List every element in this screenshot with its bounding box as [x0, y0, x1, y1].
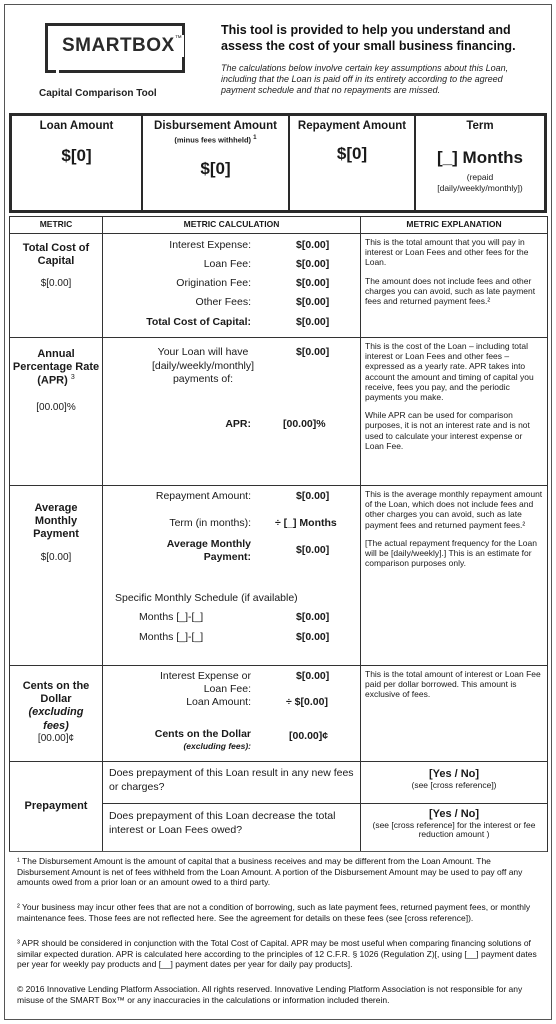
- loan-amount-box: [12, 116, 143, 210]
- explanation-text: This is the cost of the Loan – including total interest or Loan Fees and other fees – expressed as a yearly rate. APR takes into account the amount and timing of capital you receive, fees you pay, and the periodic payments you make.: [365, 341, 534, 402]
- metric-name: Total Cost of Capital: [22, 242, 90, 268]
- footnote-3: ³ APR should be considered in conjunction with the Total Cost of Capital. APR may be most useful when comparing financing solutions of similar expected duration. APR is calculated here according to the principles of 12 C.F.R. § 1026 (Regulation Z)[, using [__] payment dates per year for weekly pay products and [__] payment dates per year for daily pay products].: [17, 938, 537, 970]
- summary-boxes: [9, 113, 547, 213]
- smartbox-document: [4, 4, 552, 1020]
- calc-row: Loan Fee: $[0.00]: [203, 258, 330, 270]
- metric-name-qualifier: (excluding fees): [28, 706, 84, 732]
- metric-value: $[0.00]: [40, 551, 72, 563]
- table-row-average-payment: [10, 486, 548, 666]
- table-row-cents-on-dollar: [10, 666, 548, 762]
- prepayment-answer-cell: [361, 762, 548, 804]
- table-header-row: [10, 217, 548, 234]
- explanation-text: While APR can be used for comparison purposes, it is not an interest rate and is not used to calculate your interest expense or Loan Fee.: [365, 410, 530, 451]
- prepayment-question: Does prepayment of this Loan decrease the total interest or Loan Fees owed?: [103, 804, 361, 852]
- metric-cell: [10, 762, 103, 852]
- calc-row-total: Total Cost of Capital: $[0.00]: [146, 316, 330, 328]
- loan-amount-label: Loan Amount: [39, 120, 114, 132]
- repayment-label: Repayment Amount: [297, 120, 407, 132]
- repayment-value: $[0]: [336, 143, 368, 163]
- disbursement-sublabel: (minus fees withheld): [174, 135, 252, 145]
- footnote-ref-1: 1: [253, 133, 257, 141]
- header: [5, 5, 551, 113]
- metric-value: [00.00]¢: [37, 732, 75, 744]
- apr-payment-description: Your Loan will have [daily/weekly/monthly] payments of:: [151, 346, 255, 386]
- apr-row: APR: [00.00]%: [225, 418, 326, 430]
- calc-row: Origination Fee: $[0.00]: [176, 277, 330, 289]
- tool-subtitle: Capital Comparison Tool: [39, 88, 157, 99]
- term-label: Term: [466, 120, 494, 132]
- prepayment-answer: [Yes / No]: [428, 808, 480, 820]
- calc-row: Interest Expense: $[0.00]: [169, 239, 330, 251]
- metric-table: [9, 216, 548, 852]
- schedule-label: Specific Monthly Schedule (if available): [115, 592, 298, 604]
- logo-trademark: ™: [174, 35, 183, 42]
- table-row-prepayment-1: [10, 762, 548, 804]
- table-row-apr: [10, 338, 548, 486]
- term-value: [_] Months: [437, 147, 523, 167]
- disbursement-value: $[0]: [200, 158, 231, 178]
- explanation-text: This is the average monthly repayment amount of the Loan, which does not include fees and other charges you can avoid, such as late payment fees and returned payment fees.²: [365, 489, 543, 530]
- smartbox-logo: [45, 23, 185, 73]
- calc-row: Loan Amount: ÷ $[0.00]: [186, 696, 328, 708]
- metric-name: Prepayment: [24, 799, 88, 812]
- explanation-cell: [361, 486, 548, 666]
- prepayment-question: Does prepayment of this Loan result in any new fees or charges?: [103, 762, 361, 804]
- calculation-cell: Your Loan will have [daily/weekly/monthly] payments of: $[0.00] APR: [00.00]%: [103, 338, 361, 486]
- calc-row: Repayment Amount: $[0.00]: [155, 490, 330, 502]
- repayment-amount-box: [290, 116, 416, 210]
- copyright-notice: © 2016 Innovative Lending Platform Association. All rights reserved. Innovative Lending Platform Association is not responsible for any misuse of the SMART Box™ or any inaccuracies in the calculations or information included therein.: [17, 984, 523, 1005]
- prepayment-answer: [Yes / No]: [428, 768, 480, 780]
- average-payment-label: Average Monthly Payment:: [166, 538, 251, 564]
- calculation-cell: Interest Expense or Loan Fee: $[0.00] Loan Amount: ÷ $[0.00] Cents on the Dollar (excluding fees): [00.00]¢: [103, 666, 361, 762]
- metric-cell: [10, 666, 103, 762]
- explanation-cell: [361, 338, 548, 486]
- cents-label: Cents on the Dollar (excluding fees):: [154, 728, 251, 751]
- column-header-explanation: METRIC EXPLANATION: [361, 217, 548, 234]
- prepayment-answer-cell: [361, 804, 548, 852]
- metric-cell: [10, 338, 103, 486]
- metric-value: $[0.00]: [40, 278, 72, 290]
- term-box: [416, 116, 544, 210]
- calculation-cell: Repayment Amount: $[0.00] Term (in months): ÷ [_] Months Average Monthly Payment: $[0.00] Specific Monthly Schedule (if available) Months [_]-[_] $[0.00] Months [_]-[_] $[0.00]: [103, 486, 361, 666]
- metric-name: Annual Percentage Rate (APR): [12, 348, 100, 388]
- disbursement-label: Disbursement Amount: [154, 120, 277, 132]
- metric-value: [00.00]%: [36, 402, 76, 414]
- footnote-ref-3: 3: [70, 374, 75, 382]
- divider: [9, 851, 547, 852]
- disbursement-amount-box: [143, 116, 290, 210]
- logo-text: SMARTBOX: [62, 35, 175, 56]
- calc-row: Other Fees: $[0.00]: [195, 296, 330, 308]
- footnote-1: ¹ The Disbursement Amount is the amount of capital that a business receives and may be different from the Loan Amount. The Disbursement Amount is net of fees withheld from the Loan Amount. A portion of the Disbursement Amount may be used to pay off any amounts owed from a prior loan or an amount owed to a third party.: [17, 856, 523, 888]
- explanation-cell: [361, 666, 548, 762]
- column-header-calculation: METRIC CALCULATION: [103, 217, 361, 234]
- page-title: This tool is provided to help you understand and assess the cost of your small business financing.: [221, 23, 516, 53]
- explanation-cell: [361, 234, 548, 338]
- calc-row: Term (in months): ÷ [_] Months: [169, 517, 337, 529]
- prepayment-reference: (see [cross reference] for the interest or fee reduction amount ): [372, 819, 536, 840]
- interest-fee-label: Interest Expense or Loan Fee:: [159, 670, 251, 696]
- explanation-text: This is the total amount of interest or Loan Fee paid per dollar borrowed. This amount is exclusive of fees.: [365, 669, 541, 700]
- assumptions-description: The calculations below involve certain key assumptions about this Loan, including that the Loan is paid off in its entirety according to the agreed payment schedule and that no repayments are missed.: [221, 63, 509, 95]
- table-row-total-cost: [10, 234, 548, 338]
- calculation-cell: [103, 234, 361, 338]
- explanation-text: [The actual repayment frequency for the Loan will be [daily/weekly].] This is an estimate for comparison purposes only.: [365, 537, 537, 569]
- loan-amount-value: $[0]: [61, 145, 92, 165]
- metric-name: Cents on the Dollar: [22, 680, 90, 706]
- explanation-text: This is the total amount that you will pay in interest or Loan Fees and other fees for the Loan.: [365, 237, 529, 268]
- metric-cell: [10, 234, 103, 338]
- explanation-text: The amount does not include fees and other charges you can avoid, such as late payment fees and returned payment fees.²: [365, 275, 536, 306]
- metric-cell: [10, 486, 103, 666]
- prepayment-reference: (see [cross reference]): [411, 779, 497, 790]
- column-header-metric: METRIC: [10, 217, 103, 234]
- term-note: (repaid [daily/weekly/monthly]): [437, 172, 523, 193]
- metric-name: Average Monthly Payment: [33, 502, 79, 541]
- footnote-2: ² Your business may incur other fees that are not a condition of borrowing, such as late payment fees, returned payment fees, or monthly maintenance fees. Those fees are not reflected here. See the agreement for details on these fees (see [cross reference]).: [17, 902, 531, 923]
